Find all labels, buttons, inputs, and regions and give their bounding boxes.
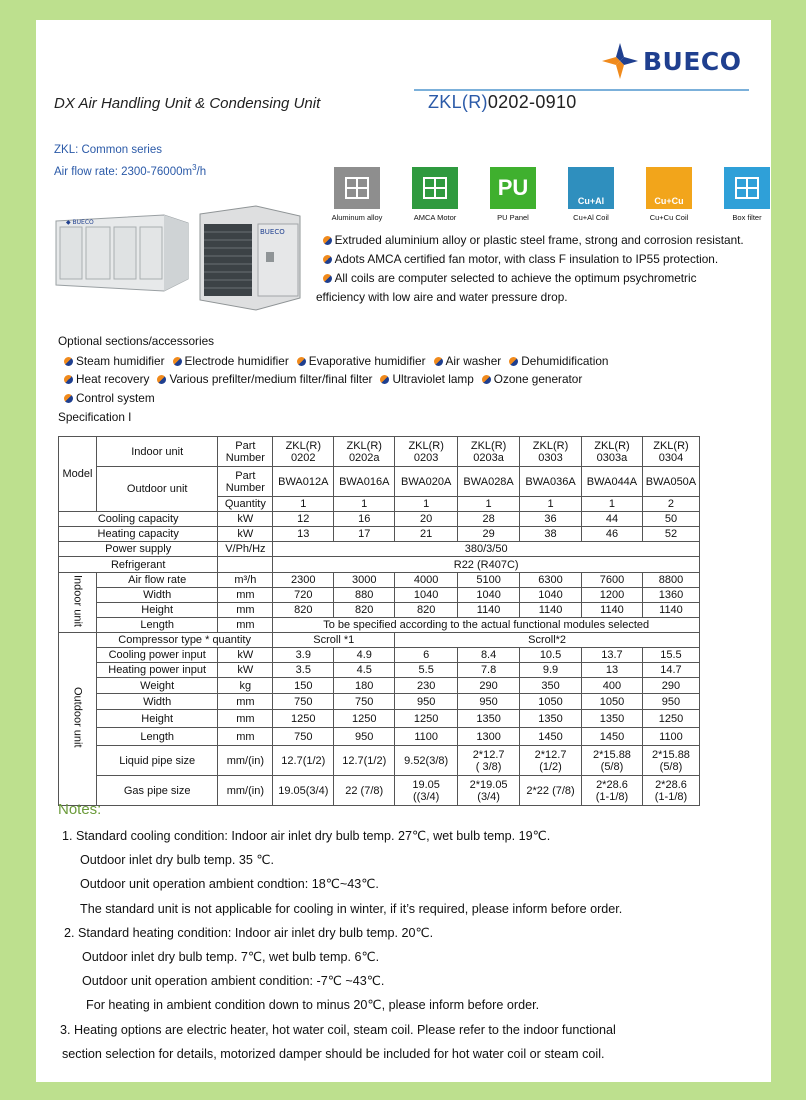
value-cell: 8.4 xyxy=(458,648,520,663)
value-cell: 17 xyxy=(334,527,395,542)
value-cell: 230 xyxy=(395,678,458,694)
power-supply-value: 380/3/50 xyxy=(273,542,700,557)
table-row xyxy=(59,694,700,710)
bullet-icon xyxy=(173,357,182,366)
svg-text:◆ BUECO: ◆ BUECO xyxy=(66,219,94,226)
optional-list xyxy=(64,352,724,407)
bueco-logo-icon xyxy=(601,42,639,80)
value-cell: 950 xyxy=(334,728,395,746)
table-row xyxy=(59,728,700,746)
bullet-icon xyxy=(482,375,491,384)
heating-capacity-label: Heating capacity xyxy=(59,527,218,542)
unit-cell: kg xyxy=(218,678,273,694)
cu-cu-coil-icon: Cu+Cu xyxy=(646,167,692,209)
note-line: Outdoor unit operation ambient condition: -7℃ ~43℃. xyxy=(82,974,385,989)
indoor-model: ZKL(R) 0303a xyxy=(582,437,643,467)
unit-cell: mm xyxy=(218,603,273,618)
value-cell: 4.5 xyxy=(334,663,395,678)
value-cell: 2*12.7 (1/2) xyxy=(520,746,582,776)
value-cell: 2*19.05 (3/4) xyxy=(458,776,520,806)
unit-cell: mm xyxy=(218,694,273,710)
table-row xyxy=(59,618,700,633)
outdoor-model: BWA012A xyxy=(273,467,334,497)
value-cell: 2*15.88 (5/8) xyxy=(582,746,643,776)
row-label: Length xyxy=(96,618,217,633)
value-cell: 1140 xyxy=(458,603,520,618)
page-title: DX Air Handling Unit & Condensing Unit xyxy=(54,95,321,112)
quantity-value: 1 xyxy=(395,497,458,512)
value-cell: 10.5 xyxy=(520,648,582,663)
value-cell: 750 xyxy=(273,694,334,710)
indoor-model: ZKL(R) 0202a xyxy=(334,437,395,467)
outdoor-model: BWA044A xyxy=(582,467,643,497)
value-cell: 1360 xyxy=(642,588,699,603)
value-cell: 950 xyxy=(642,694,699,710)
note-line: 1. Standard cooling condition: Indoor air inlet dry bulb temp. 27℃, wet bulb temp. 19℃. xyxy=(62,829,551,843)
value-cell: 750 xyxy=(334,694,395,710)
value-cell: 820 xyxy=(395,603,458,618)
row-label: Length xyxy=(96,728,217,746)
bullet-icon xyxy=(64,357,73,366)
svg-text:BUECO: BUECO xyxy=(260,228,285,236)
value-cell: 16 xyxy=(334,512,395,527)
table-row xyxy=(59,710,700,728)
bullet-item: All coils are computer selected to achieve the optimum psychrometric efficiency with low aire and water pressure drop. xyxy=(316,271,697,304)
value-cell: 4.9 xyxy=(334,648,395,663)
value-cell: 1250 xyxy=(395,710,458,728)
bullet-icon xyxy=(323,236,332,245)
value-cell: 12 xyxy=(273,512,334,527)
unit-cell: mm xyxy=(218,710,273,728)
condensing-unit-image xyxy=(196,202,302,312)
series-name: ZKL: Common series xyxy=(54,144,163,156)
optional-item: Air washer xyxy=(434,354,502,368)
value-cell: 13.7 xyxy=(582,648,643,663)
box-filter-icon xyxy=(724,167,770,209)
feature-item xyxy=(322,167,392,222)
value-cell: 5.5 xyxy=(395,663,458,678)
value-cell: 1450 xyxy=(582,728,643,746)
feature-label: Cu+Al Coil xyxy=(573,213,609,222)
feature-bullets xyxy=(316,231,746,307)
value-cell: 6300 xyxy=(520,573,582,588)
value-cell: 46 xyxy=(582,527,643,542)
optional-title: Optional sections/accessories xyxy=(58,334,215,348)
bullet-icon xyxy=(323,274,332,283)
value-cell: 1040 xyxy=(395,588,458,603)
unit-cell: mm xyxy=(218,728,273,746)
brand-logo xyxy=(601,42,742,80)
optional-item: Ultraviolet lamp xyxy=(380,372,473,386)
unit-cell: m³/h xyxy=(218,573,273,588)
value-cell: 1140 xyxy=(582,603,643,618)
row-label: Height xyxy=(96,603,217,618)
row-label: Heating power input xyxy=(96,663,217,678)
note-line: Outdoor unit operation ambient condtion: 18℃~43℃. xyxy=(80,877,379,892)
cooling-capacity-label: Cooling capacity xyxy=(59,512,218,527)
value-cell: 1300 xyxy=(458,728,520,746)
bullet-icon xyxy=(323,255,332,264)
value-cell: 1050 xyxy=(582,694,643,710)
table-row xyxy=(59,633,700,648)
table-row xyxy=(59,648,700,663)
value-cell: 150 xyxy=(273,678,334,694)
note-line: Outdoor inlet dry bulb temp. 7℃, wet bulb temp. 6℃. xyxy=(82,950,380,965)
optional-item: Evaporative humidifier xyxy=(297,354,426,368)
gas-pipe-label: Gas pipe size xyxy=(96,776,217,806)
series-info xyxy=(54,141,206,181)
value-cell: 950 xyxy=(458,694,520,710)
bullet-item: Extruded aluminium alloy or plastic steel frame, strong and corrosion resistant. xyxy=(316,231,746,250)
refrigerant-label: Refrigerant xyxy=(59,557,218,573)
value-cell: 13 xyxy=(273,527,334,542)
value-cell: 2*12.7 ( 3/8) xyxy=(458,746,520,776)
value-cell: 36 xyxy=(520,512,582,527)
indoor-model: ZKL(R) 0203a xyxy=(458,437,520,467)
unit-cell xyxy=(218,557,273,573)
value-cell: 1250 xyxy=(642,710,699,728)
value-cell: 22 (7/8) xyxy=(334,776,395,806)
part-number-label: Part Number xyxy=(218,467,273,497)
outdoor-unit-label: Outdoor unit xyxy=(96,467,217,512)
unit-cell: kW xyxy=(218,527,273,542)
optional-item: Dehumidification xyxy=(509,354,608,368)
optional-item: Steam humidifier xyxy=(64,354,165,368)
feature-item xyxy=(556,167,626,222)
table-row xyxy=(59,467,700,497)
value-cell: 52 xyxy=(642,527,699,542)
brand-name: BUECO xyxy=(643,46,742,76)
value-cell: 9.52(3/8) xyxy=(395,746,458,776)
outdoor-model: BWA028A xyxy=(458,467,520,497)
model-numbers: 0202-0910 xyxy=(487,92,577,112)
table-row xyxy=(59,557,700,573)
unit-cell: mm/(in) xyxy=(218,776,273,806)
table-row xyxy=(59,512,700,527)
feature-item xyxy=(478,167,548,222)
value-cell: 1100 xyxy=(395,728,458,746)
value-cell: 7600 xyxy=(582,573,643,588)
row-label: Width xyxy=(96,588,217,603)
quantity-value: 2 xyxy=(642,497,699,512)
cu-al-coil-icon: Cu+Al xyxy=(568,167,614,209)
table-row xyxy=(59,527,700,542)
value-cell: 1140 xyxy=(520,603,582,618)
value-cell: 44 xyxy=(582,512,643,527)
model-label: Model xyxy=(59,437,97,512)
value-cell: 2*22 (7/8) xyxy=(520,776,582,806)
pu-panel-icon: PU xyxy=(490,167,536,209)
value-cell: 2*15.88 (5/8) xyxy=(642,746,699,776)
feature-label: Box filter xyxy=(732,213,762,222)
value-cell: 29 xyxy=(458,527,520,542)
quantity-value: 1 xyxy=(334,497,395,512)
value-cell: 38 xyxy=(520,527,582,542)
part-number-label: Part Number xyxy=(218,437,273,467)
outdoor-model: BWA016A xyxy=(334,467,395,497)
optional-item: Various prefilter/medium filter/final filter xyxy=(157,372,372,386)
value-cell: 2*28.6 (1-1/8) xyxy=(582,776,643,806)
value-cell: 1250 xyxy=(273,710,334,728)
unit-cell: kW xyxy=(218,663,273,678)
value-cell: 2300 xyxy=(273,573,334,588)
value-cell: 290 xyxy=(458,678,520,694)
value-cell: 7.8 xyxy=(458,663,520,678)
bullet-icon xyxy=(434,357,443,366)
value-cell: 290 xyxy=(642,678,699,694)
note-line: Outdoor inlet dry bulb temp. 35 ℃. xyxy=(80,853,275,868)
value-cell: 28 xyxy=(458,512,520,527)
value-cell: 180 xyxy=(334,678,395,694)
indoor-model: ZKL(R) 0303 xyxy=(520,437,582,467)
amca-motor-icon xyxy=(412,167,458,209)
value-cell: 8800 xyxy=(642,573,699,588)
unit-cell: mm/(in) xyxy=(218,746,273,776)
value-cell: 950 xyxy=(395,694,458,710)
compressor-label: Compressor type * quantity xyxy=(96,633,272,648)
bullet-icon xyxy=(157,375,166,384)
unit-cell: kW xyxy=(218,512,273,527)
value-cell: 20 xyxy=(395,512,458,527)
notes-title: Notes: xyxy=(58,801,102,818)
feature-item xyxy=(712,167,782,222)
unit-cell: V/Ph/Hz xyxy=(218,542,273,557)
table-row xyxy=(59,746,700,776)
unit-cell: mm xyxy=(218,618,273,633)
bullet-icon xyxy=(297,357,306,366)
bullet-item: Adots AMCA certified fan motor, with class F insulation to IP55 protection. xyxy=(316,250,746,269)
value-cell: 720 xyxy=(273,588,334,603)
value-cell: 3000 xyxy=(334,573,395,588)
table-row xyxy=(59,776,700,806)
notes-list xyxy=(60,824,750,1066)
refrigerant-value: R22 (R407C) xyxy=(273,557,700,573)
table-row xyxy=(59,588,700,603)
table-row xyxy=(59,542,700,557)
specification-table xyxy=(58,436,700,806)
bullet-icon xyxy=(509,357,518,366)
value-cell: 3.9 xyxy=(273,648,334,663)
value-cell: 880 xyxy=(334,588,395,603)
value-cell: 1050 xyxy=(520,694,582,710)
optional-item: Electrode humidifier xyxy=(173,354,289,368)
row-label: Height xyxy=(96,710,217,728)
air-handling-unit-image xyxy=(54,209,191,297)
value-cell: 19.05(3/4) xyxy=(273,776,334,806)
value-cell: 1350 xyxy=(520,710,582,728)
value-cell: 6 xyxy=(395,648,458,663)
value-cell: 1250 xyxy=(334,710,395,728)
indoor-model: ZKL(R) 0304 xyxy=(642,437,699,467)
table-row xyxy=(59,663,700,678)
value-cell: 9.9 xyxy=(520,663,582,678)
spec-title: Specification I xyxy=(58,410,132,424)
quantity-value: 1 xyxy=(458,497,520,512)
value-cell: 350 xyxy=(520,678,582,694)
feature-label: AMCA Motor xyxy=(413,213,457,222)
note-line: For heating in ambient condition down to minus 20℃, please inform before order. xyxy=(86,998,540,1013)
bullet-icon xyxy=(64,394,73,403)
feature-item xyxy=(634,167,704,222)
value-cell: 50 xyxy=(642,512,699,527)
bullet-icon xyxy=(64,375,73,384)
value-cell: 1040 xyxy=(458,588,520,603)
value-cell: 5100 xyxy=(458,573,520,588)
quantity-value: 1 xyxy=(582,497,643,512)
value-cell: 3.5 xyxy=(273,663,334,678)
value-cell: 15.5 xyxy=(642,648,699,663)
value-cell: 1450 xyxy=(520,728,582,746)
table-row xyxy=(59,573,700,588)
indoor-model: ZKL(R) 0203 xyxy=(395,437,458,467)
unit-cell: kW xyxy=(218,648,273,663)
note-line: 3. Heating options are electric heater, hot water coil, steam coil. Please refer to the indoor functional xyxy=(60,1022,616,1037)
airflow-range: Air flow rate: $2300-76000m^3/h$ xyxy=(54,163,207,178)
unit-cell: mm xyxy=(218,588,273,603)
quantity-value: 1 xyxy=(520,497,582,512)
indoor-group-label: Indoor unit xyxy=(59,573,97,633)
compressor-scroll1: Scroll *1 xyxy=(273,633,395,648)
bullet-icon xyxy=(380,375,389,384)
row-label: Cooling power input xyxy=(96,648,217,663)
value-cell: 12.7(1/2) xyxy=(273,746,334,776)
value-cell: 1350 xyxy=(582,710,643,728)
value-cell: 1040 xyxy=(520,588,582,603)
outdoor-model: BWA050A xyxy=(642,467,699,497)
outdoor-group-label: Outdoor unit xyxy=(59,633,97,806)
value-cell: 21 xyxy=(395,527,458,542)
value-cell: 1200 xyxy=(582,588,643,603)
feature-label: Cu+Cu Coil xyxy=(649,213,689,222)
liquid-pipe-label: Liquid pipe size xyxy=(96,746,217,776)
length-value: To be specified according to the actual functional modules selected xyxy=(273,618,700,633)
optional-item: Ozone generator xyxy=(482,372,583,386)
feature-icons xyxy=(322,167,782,222)
value-cell: 1350 xyxy=(458,710,520,728)
note-line: The standard unit is not applicable for cooling in winter, if it’s required, please inform before order. xyxy=(80,901,623,916)
value-cell: 19.05 ((3/4) xyxy=(395,776,458,806)
feature-label: Aluminum alloy xyxy=(331,213,383,222)
power-supply-label: Power supply xyxy=(59,542,218,557)
value-cell: 1140 xyxy=(642,603,699,618)
optional-item: Control system xyxy=(64,391,155,405)
datasheet-page xyxy=(36,20,771,1082)
table-row xyxy=(59,678,700,694)
model-prefix: ZKL(R) xyxy=(428,92,488,112)
note-line: 2. Standard heating condition: Indoor air inlet dry bulb temp. 20℃. xyxy=(64,925,434,940)
value-cell: 4000 xyxy=(395,573,458,588)
value-cell: 12.7(1/2) xyxy=(334,746,395,776)
header-rule xyxy=(414,89,749,91)
value-cell: 820 xyxy=(334,603,395,618)
outdoor-model: BWA020A xyxy=(395,467,458,497)
row-label: Weight xyxy=(96,678,217,694)
value-cell: 750 xyxy=(273,728,334,746)
value-cell: 14.7 xyxy=(642,663,699,678)
indoor-model: ZKL(R) 0202 xyxy=(273,437,334,467)
compressor-scroll2: Scroll*2 xyxy=(395,633,700,648)
table-row xyxy=(59,603,700,618)
outdoor-model: BWA036A xyxy=(520,467,582,497)
row-label: Width xyxy=(96,694,217,710)
value-cell: 1100 xyxy=(642,728,699,746)
quantity-value: 1 xyxy=(273,497,334,512)
table-row xyxy=(59,437,700,467)
feature-item xyxy=(400,167,470,222)
optional-item: Heat recovery xyxy=(64,372,149,386)
feature-label: PU Panel xyxy=(497,213,529,222)
value-cell: 820 xyxy=(273,603,334,618)
value-cell: 13 xyxy=(582,663,643,678)
row-label: Air flow rate xyxy=(96,573,217,588)
indoor-unit-label: Indoor unit xyxy=(96,437,217,467)
note-line: section selection for details, motorized damper should be included for hot water coil or steam coil. xyxy=(62,1046,605,1061)
model-range xyxy=(428,92,577,113)
value-cell: 400 xyxy=(582,678,643,694)
quantity-label: Quantity xyxy=(218,497,273,512)
value-cell: 2*28.6 (1-1/8) xyxy=(642,776,699,806)
aluminum-alloy-icon xyxy=(334,167,380,209)
